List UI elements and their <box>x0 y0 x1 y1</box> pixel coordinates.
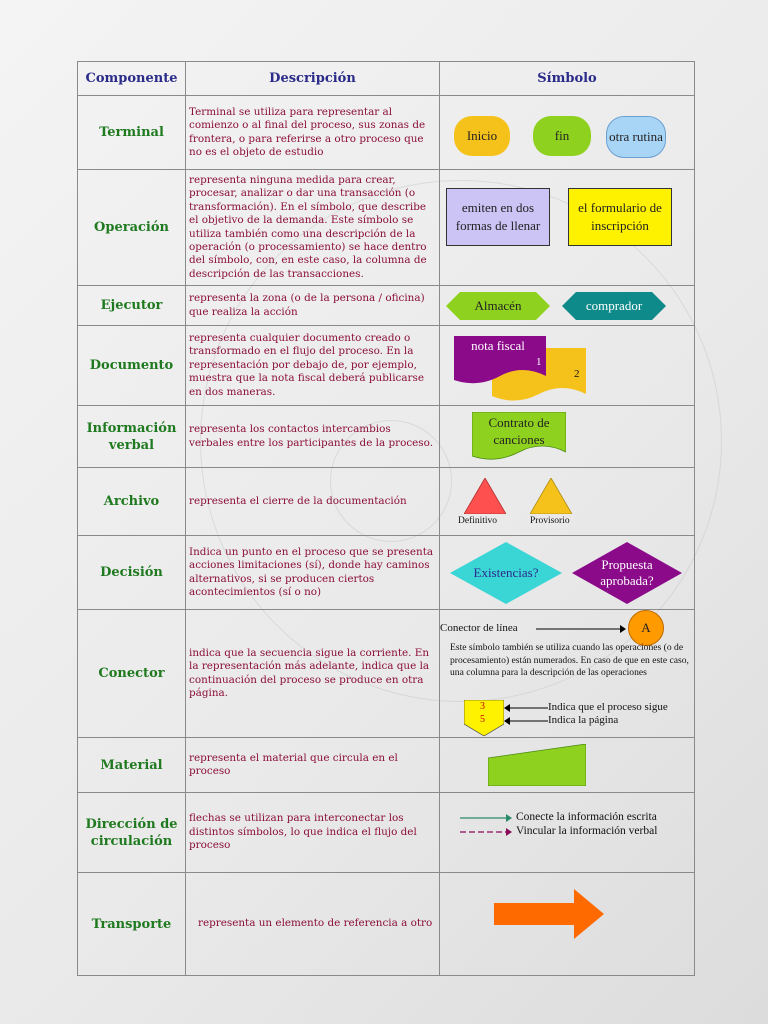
document-number-1: 1 <box>536 356 542 368</box>
description-material: representa el material que circula en el proceso <box>186 738 440 793</box>
verbal-info-arrow <box>460 827 512 837</box>
operation-symbol-yellow: el formulario de inscripción <box>568 188 672 246</box>
symbol-operacion <box>440 170 695 286</box>
table-row <box>78 468 695 536</box>
verbal-info-link-label: Vincular la información verbal <box>516 825 658 837</box>
description-transporte: representa un elemento de referencia a otro <box>186 873 440 976</box>
table-row <box>78 610 695 738</box>
table-row <box>78 286 695 326</box>
symbol-archivo <box>440 468 695 536</box>
component-archivo: Archivo <box>78 468 186 536</box>
symbol-transporte <box>440 873 695 976</box>
header-component: Componente <box>78 62 186 96</box>
archive-triangle-red <box>464 478 506 514</box>
header-symbol: Símbolo <box>440 62 695 96</box>
material-symbol <box>488 744 586 786</box>
symbol-informacion-verbal <box>440 406 695 468</box>
component-decision: Decisión <box>78 536 186 610</box>
decision-label-propuesta: Propuesta aprobada? <box>600 557 654 588</box>
component-operacion: Operación <box>78 170 186 286</box>
process-continues-label: Indica que el proceso sigue <box>548 701 668 713</box>
archive-triangle-yellow <box>530 478 572 514</box>
component-terminal: Terminal <box>78 96 186 170</box>
component-conector: Conector <box>78 610 186 738</box>
archive-label-provisorio: Provisorio <box>530 516 570 526</box>
table-row <box>78 96 695 170</box>
table-row <box>78 793 695 873</box>
symbol-decision <box>440 536 695 610</box>
verbal-info-label: Contrato de canciones <box>488 415 550 447</box>
connector-circle: A <box>628 610 664 646</box>
table-row <box>78 536 695 610</box>
arrow-left-process <box>504 703 548 713</box>
symbol-terminal <box>440 96 695 170</box>
table-row <box>78 170 695 286</box>
symbol-conector <box>440 610 695 738</box>
connector-note: Este símbolo también se utiliza cuando las operaciones (o de procesamiento) están numerados. En caso de que en este caso, una columna para la descripción de las operaciones <box>450 642 689 679</box>
description-decision: Indica un punto en el proceso que se presenta acciones limitaciones (sí), donde hay caminos alternativos, si se producen ciertos acontecimientos (sí o no) <box>186 536 440 610</box>
symbol-documento <box>440 326 695 406</box>
symbol-ejecutor <box>440 286 695 326</box>
description-operacion: representa ninguna medida para crear, procesar, analizar o dar una transacción (o transformación). En el símbolo, que describe el objetivo de la demanda. Este símbolo se utiliza también como una descripción de la operación (o processamiento) se hace dentro del símbolo, con, en este caso, la columna de descripción de las transacciones. <box>186 170 440 286</box>
flowchart-symbols-table <box>77 61 695 976</box>
terminal-routine-symbol: otra rutina <box>606 116 666 158</box>
description-documento: representa cualquier documento creado o transformado en el flujo del proceso. En la representación por debajo de, por ejemplo, muestra que la nota fiscal deberá publicarse en dos maneras. <box>186 326 440 406</box>
table-row <box>78 326 695 406</box>
terminal-end-symbol: fin <box>533 116 591 156</box>
component-documento: Documento <box>78 326 186 406</box>
component-transporte: Transporte <box>78 873 186 976</box>
table-row <box>78 406 695 468</box>
component-ejecutor: Ejecutor <box>78 286 186 326</box>
terminal-start-symbol: Inicio <box>454 116 510 156</box>
table-row <box>78 873 695 976</box>
table-row <box>78 738 695 793</box>
component-informacion-verbal: Información verbal <box>78 406 186 468</box>
written-info-arrow <box>460 813 512 823</box>
page-connector-top-number: 3 <box>480 701 485 712</box>
page-indicator-label: Indica la página <box>548 714 619 726</box>
document-number-2: 2 <box>574 368 580 380</box>
document-label-nota-fiscal: nota fiscal <box>471 338 525 353</box>
symbol-direccion <box>440 793 695 873</box>
description-archivo: representa el cierre de la documentación <box>186 468 440 536</box>
decision-label-existencias: Existencias? <box>473 565 539 580</box>
transport-arrow-icon <box>494 889 604 939</box>
component-material: Material <box>78 738 186 793</box>
written-info-label: Conecte la información escrita <box>516 811 657 823</box>
executor-label-comprador: comprador <box>585 298 643 313</box>
archive-label-definitivo: Definitivo <box>458 516 498 526</box>
description-ejecutor: representa la zona (o de la persona / oficina) que realiza la acción <box>186 286 440 326</box>
description-informacion-verbal: representa los contactos intercambios verbales entre los participantes de la proceso. <box>186 406 440 468</box>
connector-line-label: Conector de línea <box>440 622 518 634</box>
page-connector-bottom-number: 5 <box>480 714 485 725</box>
executor-label-almacen: Almacén <box>474 298 522 313</box>
component-direccion: Dirección de circulación <box>78 793 186 873</box>
symbol-material <box>440 738 695 793</box>
arrow-left-page <box>504 716 548 726</box>
header-description: Descripción <box>186 62 440 96</box>
description-direccion: flechas se utilizan para interconectar los distintos símbolos, lo que indica el flujo del proceso <box>186 793 440 873</box>
description-conector: indica que la secuencia sigue la corriente. En la representación más adelante, indica que la continuación del proceso se produce en otra página. <box>186 610 440 738</box>
header-row <box>78 62 695 96</box>
connector-arrow-right <box>536 624 626 634</box>
operation-symbol-lavender: emiten en dos formas de llenar <box>446 188 550 246</box>
description-terminal: Terminal se utiliza para representar al comienzo o al final del proceso, sus zonas de frontera, o para referirse a otro proceso que no es el objeto de estudio <box>186 96 440 170</box>
